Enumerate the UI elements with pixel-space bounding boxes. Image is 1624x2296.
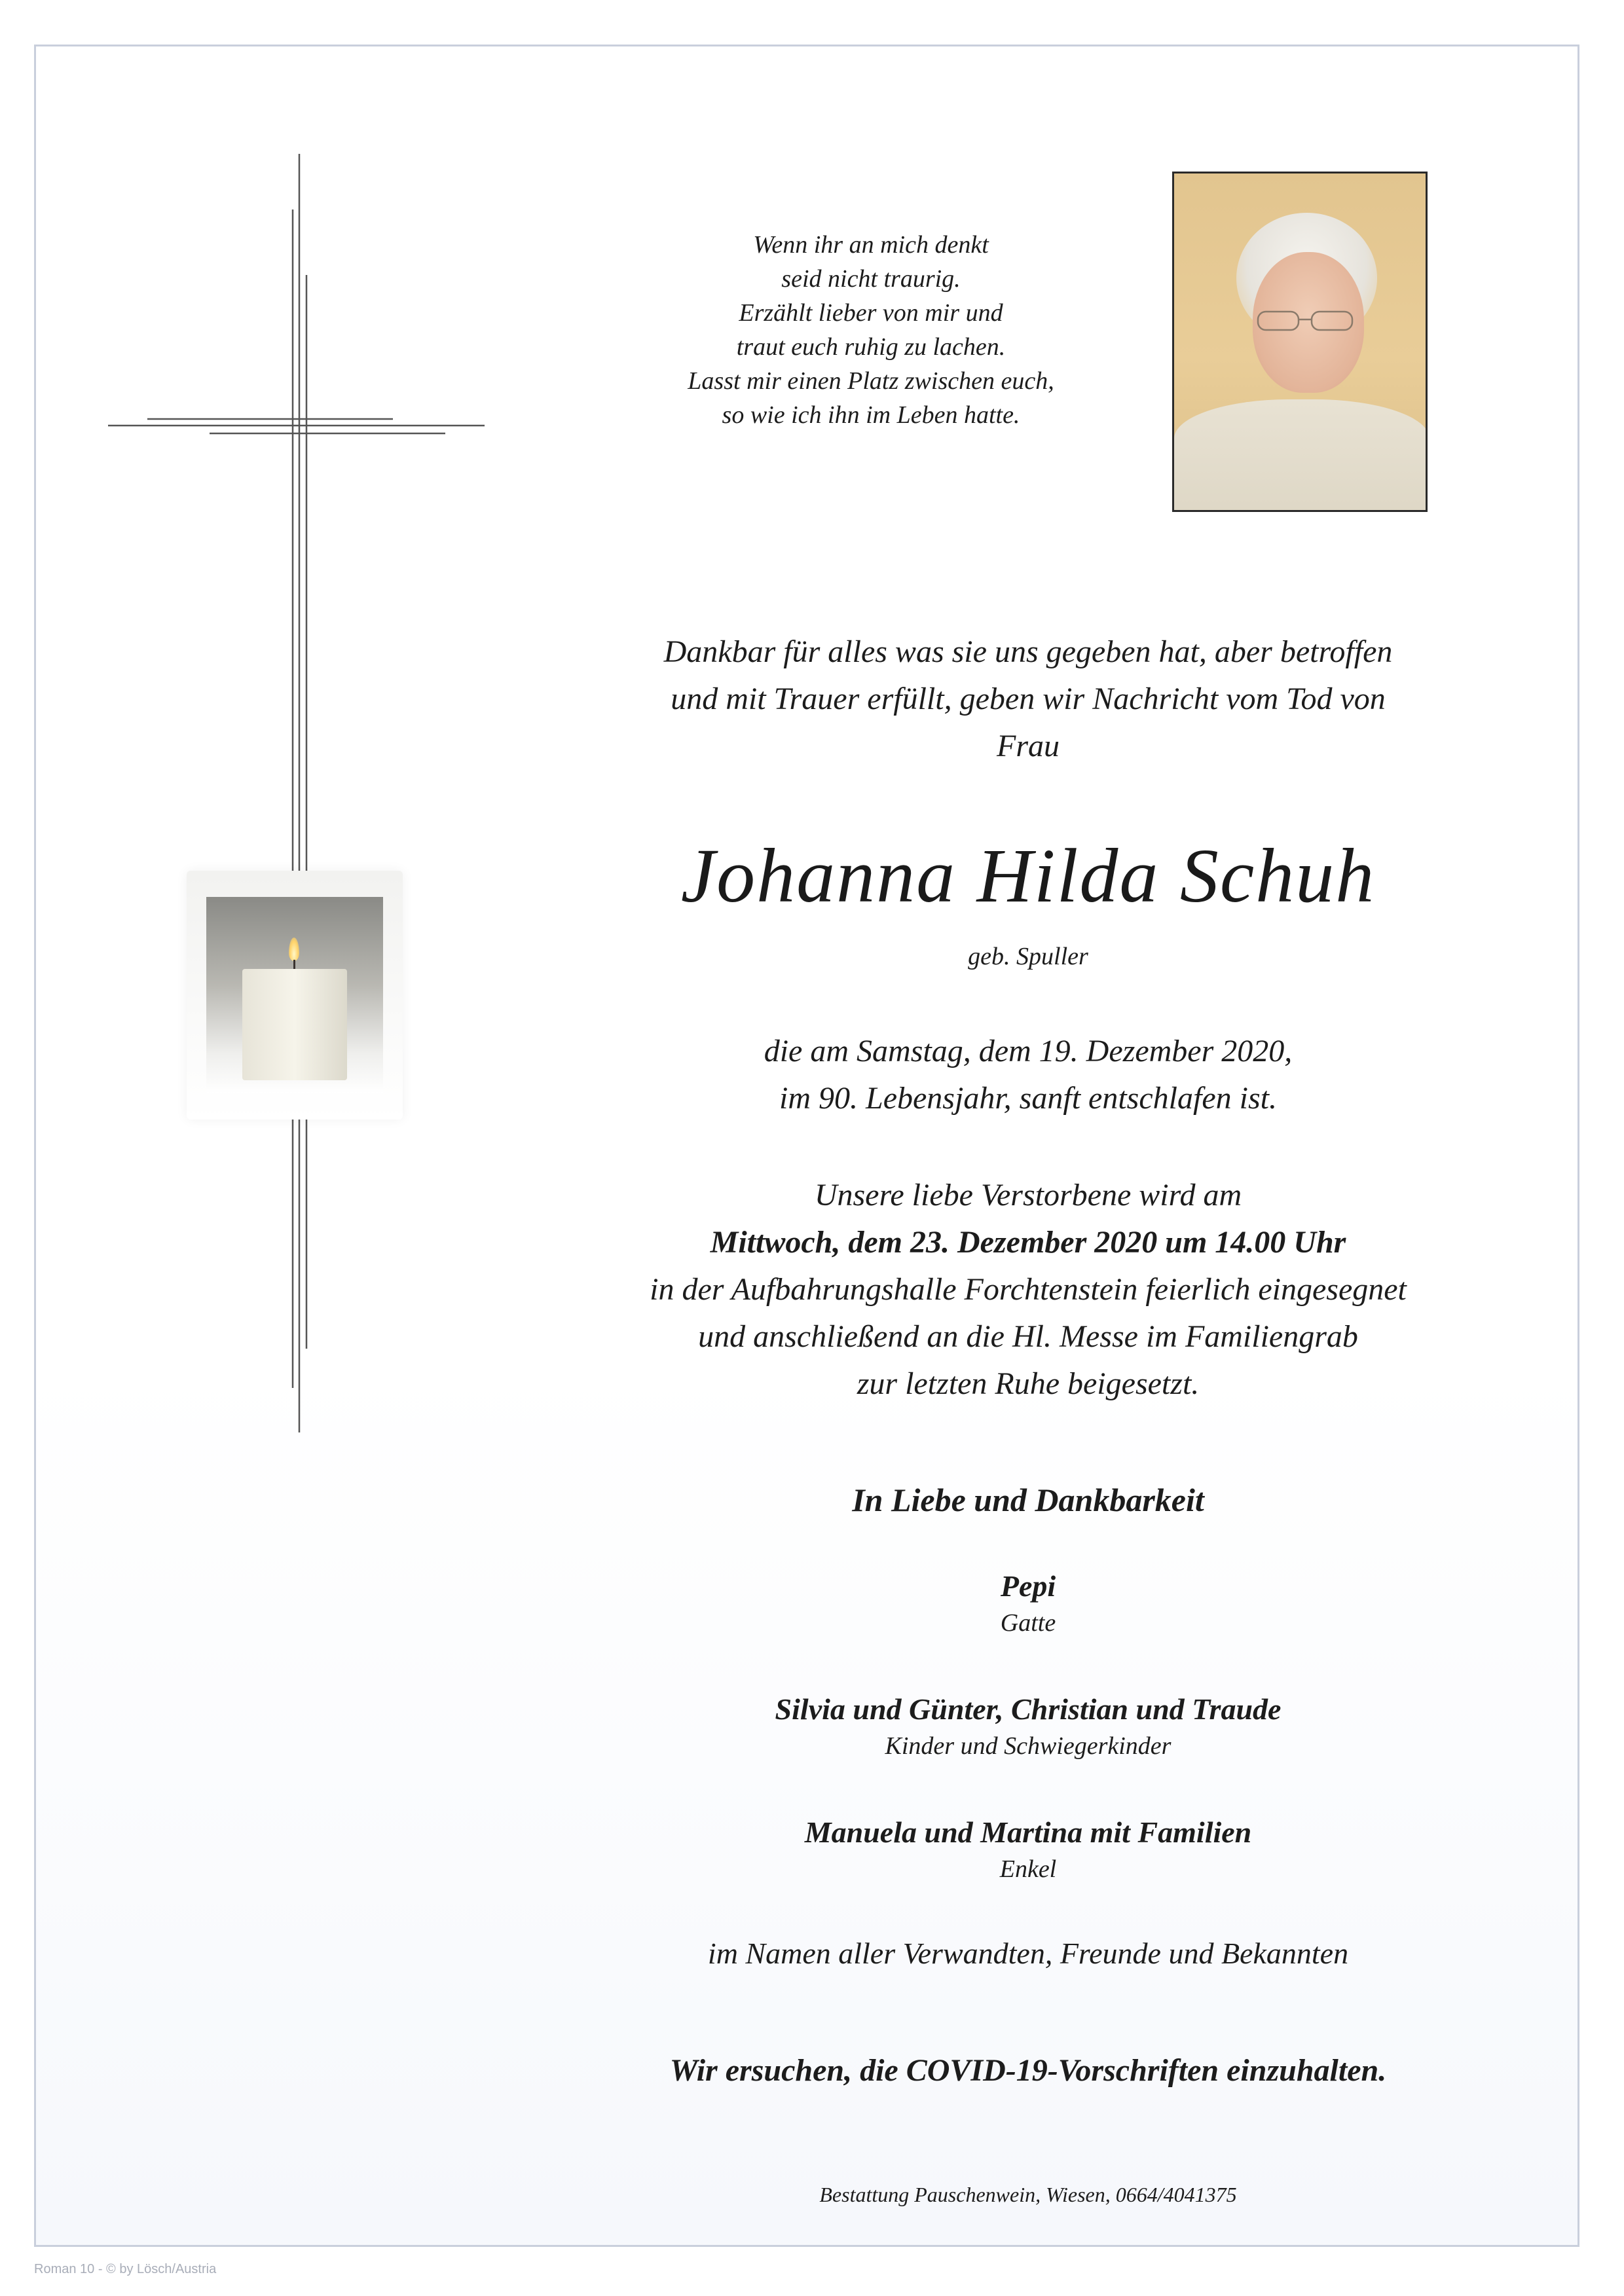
- candle-body: [242, 969, 347, 1080]
- mourner-name: Manuela und Martina mit Familien: [804, 1815, 1252, 1849]
- intro-line: Frau: [997, 729, 1060, 763]
- announcement-intro: [589, 629, 1467, 770]
- mourner-entry: [589, 1689, 1467, 1762]
- death-notice: [589, 1028, 1467, 1122]
- mourner-name: Pepi: [1000, 1569, 1056, 1603]
- intro-line: und mit Trauer erfüllt, geben wir Nachricht vom Tod von: [671, 682, 1386, 716]
- undertaker-info: Bestattung Pauschenwein, Wiesen, 0664/4041375: [819, 2183, 1237, 2206]
- mourner-role: Enkel: [999, 1855, 1057, 1883]
- funeral-line: zur letzten Ruhe beigesetzt.: [857, 1366, 1200, 1401]
- poem-line: traut euch ruhig zu lachen.: [736, 333, 1006, 361]
- funeral-line: und anschließend an die Hl. Messe im Familiengrab: [698, 1319, 1358, 1354]
- mourner-name: Silvia und Günter, Christian und Traude: [775, 1692, 1282, 1726]
- funeral-line: in der Aufbahrungshalle Forchtenstein feierlich eingesegnet: [650, 1272, 1407, 1307]
- funeral-line: Unsere liebe Verstorbene wird am: [814, 1178, 1242, 1212]
- intro-line: Dankbar für alles was sie uns gegeben hat, aber betroffen: [663, 634, 1393, 669]
- covid-notice: Wir ersuchen, die COVID-19-Vorschriften einzuhalten.: [669, 2053, 1387, 2088]
- mourner-entry: [589, 1812, 1467, 1886]
- mourner-role: Kinder und Schwiegerkinder: [885, 1732, 1172, 1760]
- candle-image: [187, 871, 403, 1120]
- portrait-sweater: [1174, 399, 1428, 512]
- candle-picture: [206, 897, 383, 1093]
- closing-phrase: In Liebe und Dankbarkeit: [852, 1482, 1204, 1518]
- glasses-icon: [1240, 308, 1371, 334]
- poem: [589, 228, 1153, 432]
- poem-line: seid nicht traurig.: [781, 265, 961, 293]
- poem-line: Erzählt lieber von mir und: [739, 299, 1003, 327]
- deceased-name: Johanna Hilda Schuh: [680, 833, 1376, 919]
- candle-flame: [289, 938, 299, 961]
- death-line: die am Samstag, dem 19. Dezember 2020,: [764, 1034, 1293, 1068]
- poem-line: Wenn ihr an mich denkt: [753, 231, 989, 259]
- poem-line: so wie ich ihn im Leben hatte.: [722, 401, 1020, 429]
- mourner-entry: [589, 1566, 1467, 1639]
- relatives-line: im Namen aller Verwandten, Freunde und Bekannten: [707, 1937, 1349, 1970]
- poem-line: Lasst mir einen Platz zwischen euch,: [688, 367, 1054, 395]
- template-footer: Roman 10 - © by Lösch/Austria: [34, 2262, 217, 2276]
- maiden-name: geb. Spuller: [968, 943, 1088, 970]
- funeral-details: [589, 1172, 1467, 1408]
- death-line: im 90. Lebensjahr, sanft entschlafen ist.: [779, 1081, 1277, 1116]
- funeral-date: Mittwoch, dem 23. Dezember 2020 um 14.00 Uhr: [710, 1225, 1346, 1260]
- mourner-role: Gatte: [1000, 1609, 1056, 1637]
- portrait-photo: [1172, 172, 1428, 512]
